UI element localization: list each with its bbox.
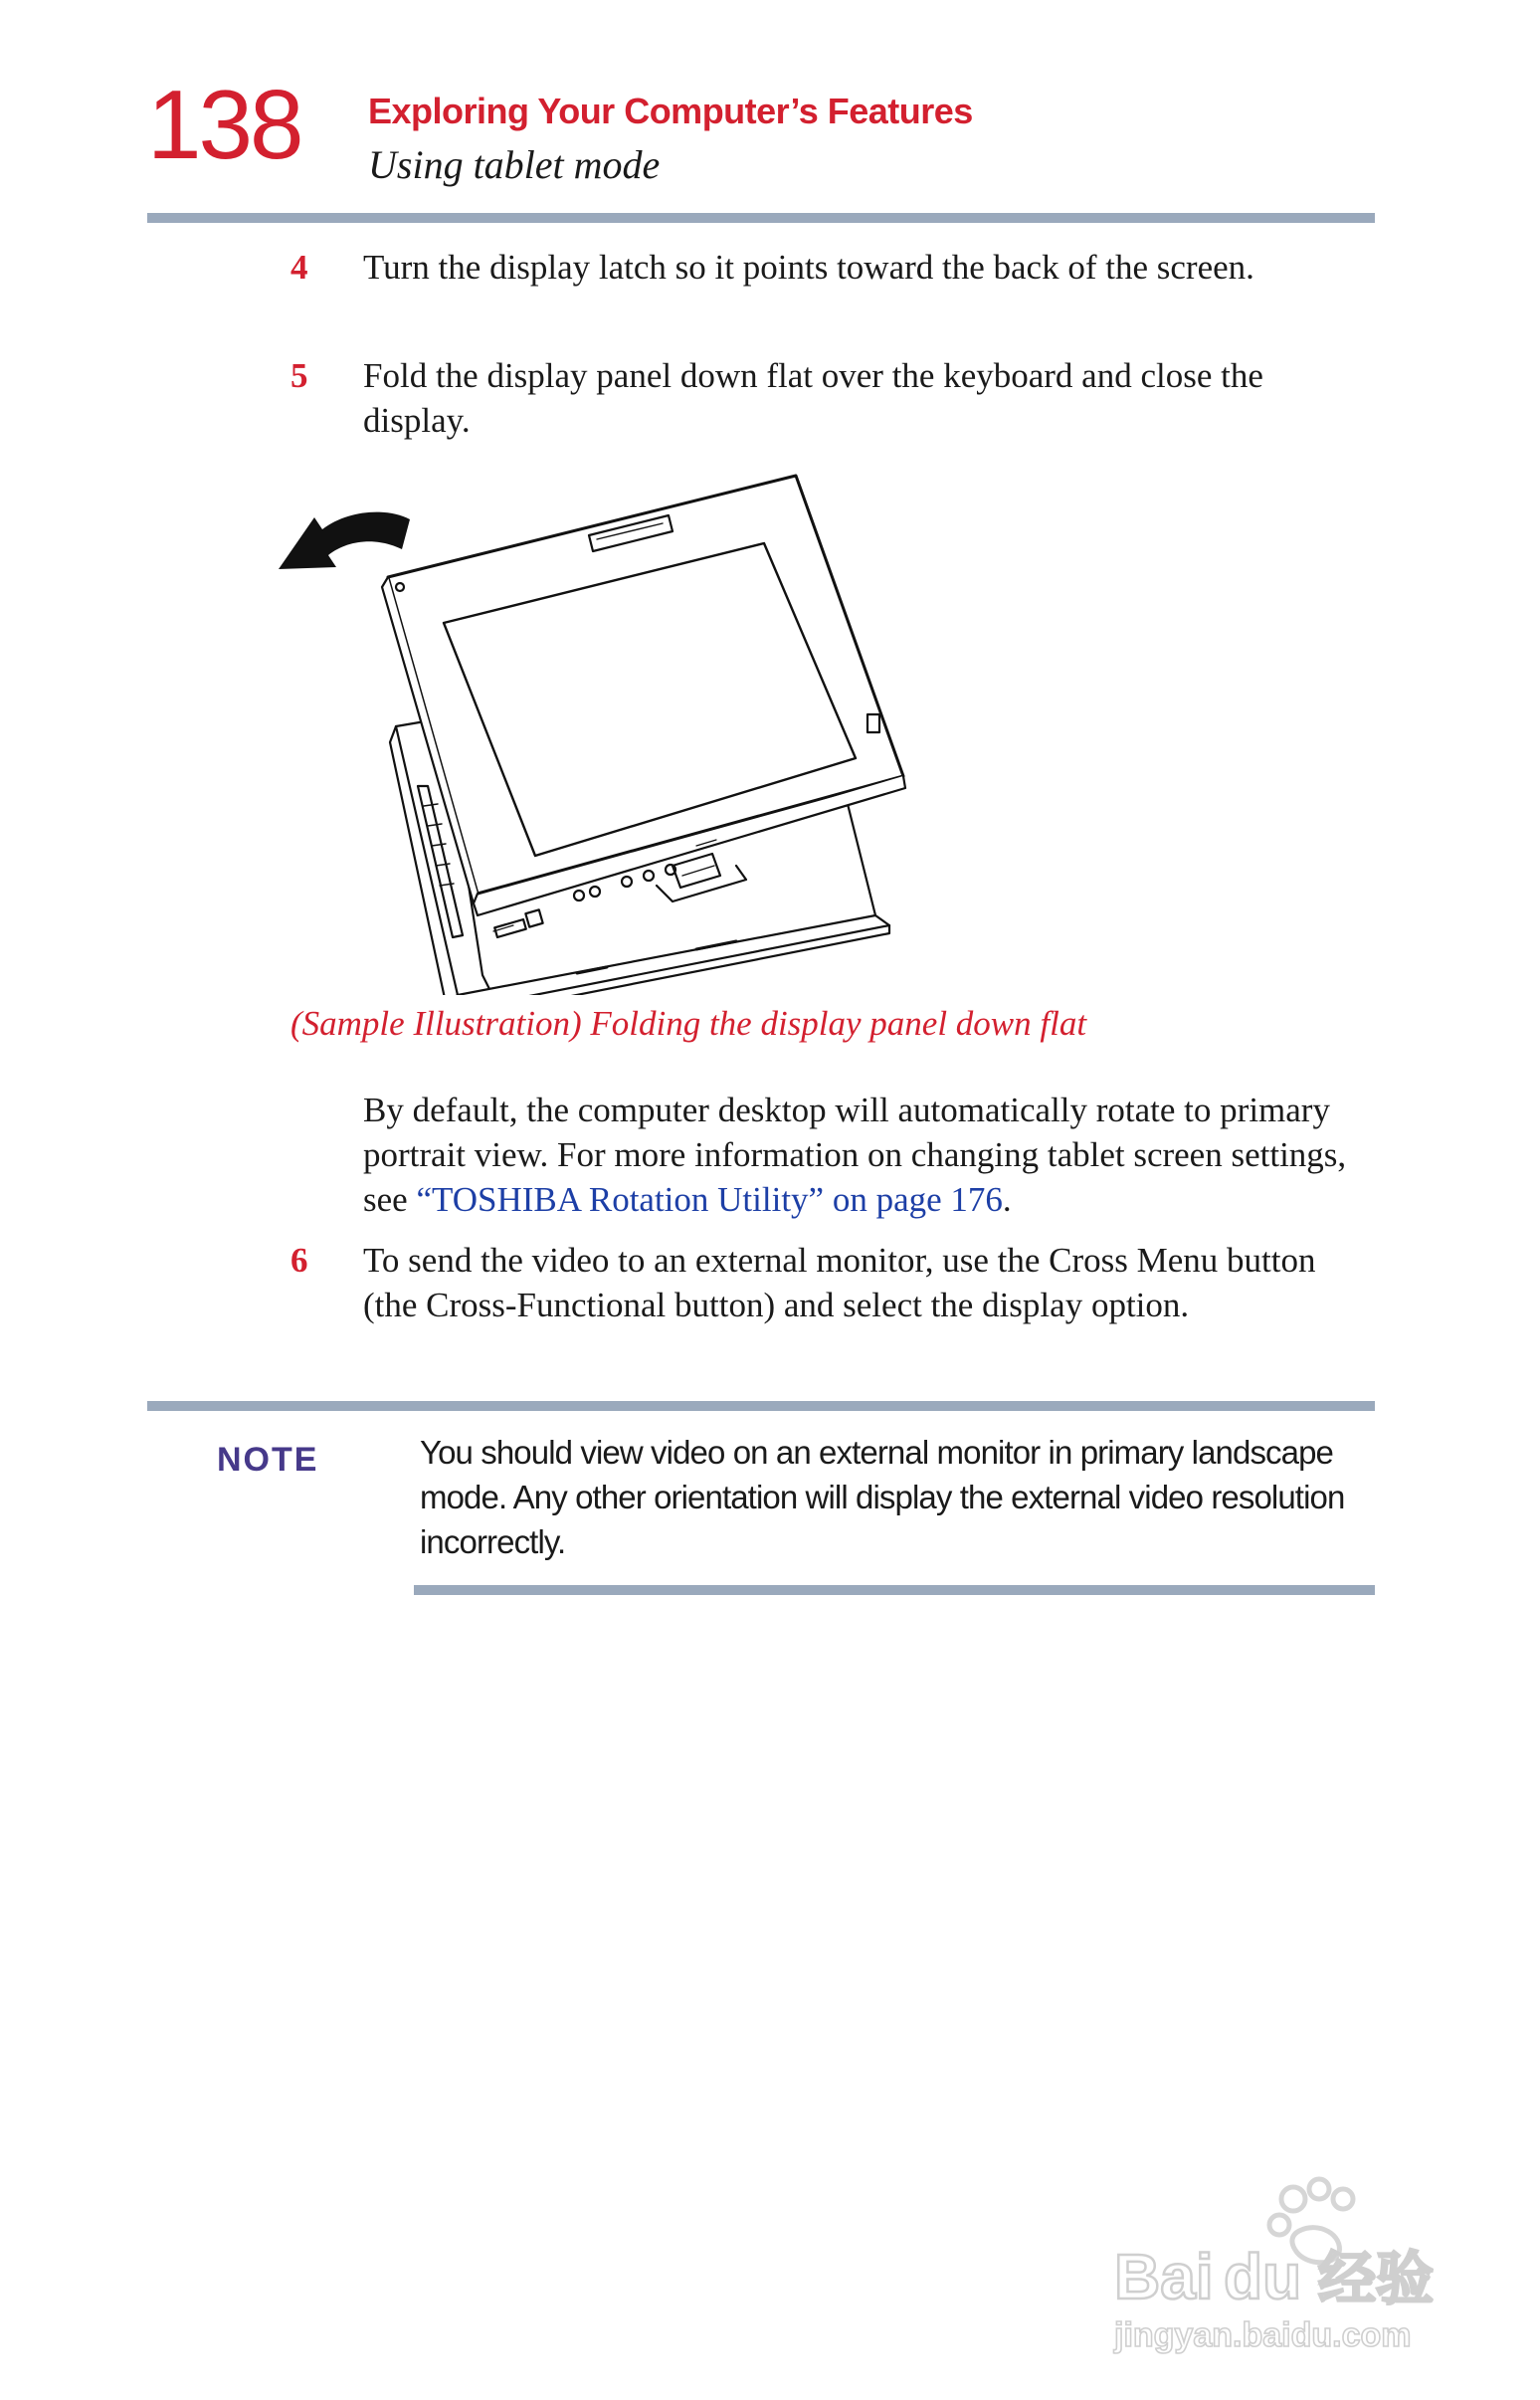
step-number: 6 [290, 1241, 308, 1280]
paragraph-text: By default, the computer desktop will automatically rotate to primary portrait view. For more information on changing tablet screen settings, see [363, 1091, 1347, 1219]
svg-text:经验: 经验 [1318, 2245, 1435, 2312]
step-text: Fold the display panel down flat over the keyboard and close the display. [363, 356, 1263, 440]
note-divider-bottom [414, 1585, 1375, 1595]
step-text: To send the video to an external monitor, use the Cross Menu button (the Cross-Functional button) and select the display option. [363, 1241, 1316, 1324]
fold-arrow-icon [279, 512, 410, 569]
note-divider-top [147, 1401, 1375, 1411]
svg-text:jingyan.baidu.com: jingyan.baidu.com [1114, 2316, 1412, 2354]
step-text: Turn the display latch so it points toward the back of the screen. [363, 248, 1254, 287]
laptop-folding-illustration [279, 458, 955, 995]
note-label: NOTE [217, 1441, 319, 1479]
header-divider [147, 213, 1375, 223]
body-paragraph [363, 1088, 1378, 1222]
step-number: 4 [290, 248, 308, 287]
svg-text:du: du [1224, 2241, 1302, 2312]
figure-caption: (Sample Illustration) Folding the display panel down flat [290, 1004, 1087, 1043]
baidu-watermark-logo [1094, 2169, 1492, 2358]
step-number: 5 [290, 356, 308, 395]
chapter-title: Exploring Your Computer’s Features [368, 91, 973, 131]
note-text: You should view video on an external monitor in primary landscape mode. Any other orientation will display the external video resolution incorrectly. [420, 1434, 1345, 1560]
svg-text:Bai: Bai [1114, 2241, 1214, 2312]
paragraph-text-end: . [1002, 1180, 1012, 1219]
section-title: Using tablet mode [368, 142, 661, 187]
page-number: 138 [147, 70, 301, 179]
cross-reference-link[interactable]: “TOSHIBA Rotation Utility” on page 176 [416, 1180, 1003, 1219]
